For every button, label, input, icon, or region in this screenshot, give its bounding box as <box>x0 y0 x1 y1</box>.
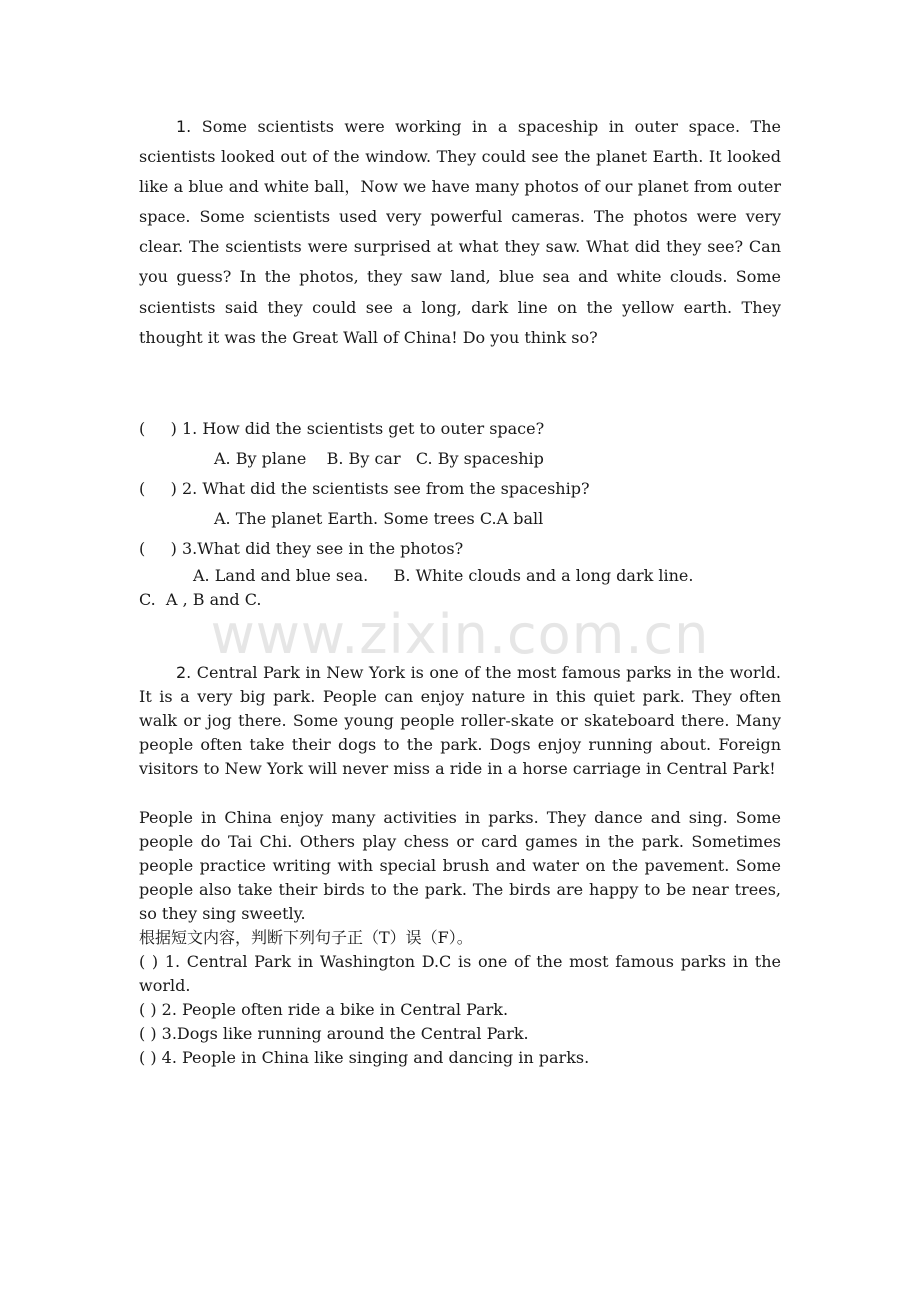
watermark: www.zixin.com.cn <box>210 603 710 666</box>
passage-2-paragraph-2: People in China enjoy many activities in parks. They dance and sing. Some people do Tai Chi. Others play chess or card games in the park. Sometimes people practice writing with special brush and water on the pavement. Some people also take their birds to the park. The birds are happy to be near trees, so they sing sweetly. <box>139 808 781 924</box>
question-1-3: ( ) 3.What did they see in the photos? <box>139 539 464 558</box>
tf-question-4: ( ) 4. People in China like singing and dancing in parks. <box>139 1048 590 1067</box>
instruction: 根据短文内容，判断下列句子正（T）误（F）。 <box>139 928 473 947</box>
question-1-2: ( ) 2. What did the scientists see from the spaceship? <box>139 479 590 498</box>
passage-2-text: Central Park in New York is one of the most famous parks in the world. It is a very big park. People can enjoy nature in this quiet park. They often walk or jog there. Some young people roller-skate or skateboard there. Many people often take their dogs to the park. Dogs enjoy running about. Foreign visitors to New York will never miss a ride in a horse carriage in Central Park! <box>139 663 781 779</box>
tf-question-2: ( ) 2. People often ride a bike in Central Park. <box>139 1000 509 1019</box>
question-1-1-options: A. By plane B. By car C. By spaceship <box>214 449 544 468</box>
question-1-2-options: A. The planet Earth. Some trees C.A ball <box>214 509 544 528</box>
question-1-3-options: A. Land and blue sea. B. White clouds and a long dark line. <box>193 566 694 585</box>
passage-1-number: 1. <box>176 117 192 136</box>
passage-1-text: Some scientists were working in a spaceship in outer space. The scientists looked out of the window. They could see the planet Earth. It looked like a blue and white ball，Now we have many photos of our planet from outer space. Some scientists used very powerful cameras. The photos were very clear. The scientists were surprised at what they saw. What did they see? Can you guess? In the photos, they saw land, blue sea and white clouds. Some scientists said they could see a long, dark line on the yellow earth. They thought it was the Great Wall of China! Do you think so? <box>139 117 781 347</box>
passage-2-number: 2. <box>176 663 192 682</box>
passage-1 <box>139 112 781 353</box>
tf-question-3: ( ) 3.Dogs like running around the Central Park. <box>139 1024 529 1043</box>
passage-2 <box>139 661 781 781</box>
question-1-1: ( ) 1. How did the scientists get to outer space? <box>139 419 545 438</box>
question-1-3-options-cont: C. A , B and C. <box>139 590 262 609</box>
tf-question-1: ( ) 1. Central Park in Washington D.C is one of the most famous parks in the world. <box>139 952 781 996</box>
